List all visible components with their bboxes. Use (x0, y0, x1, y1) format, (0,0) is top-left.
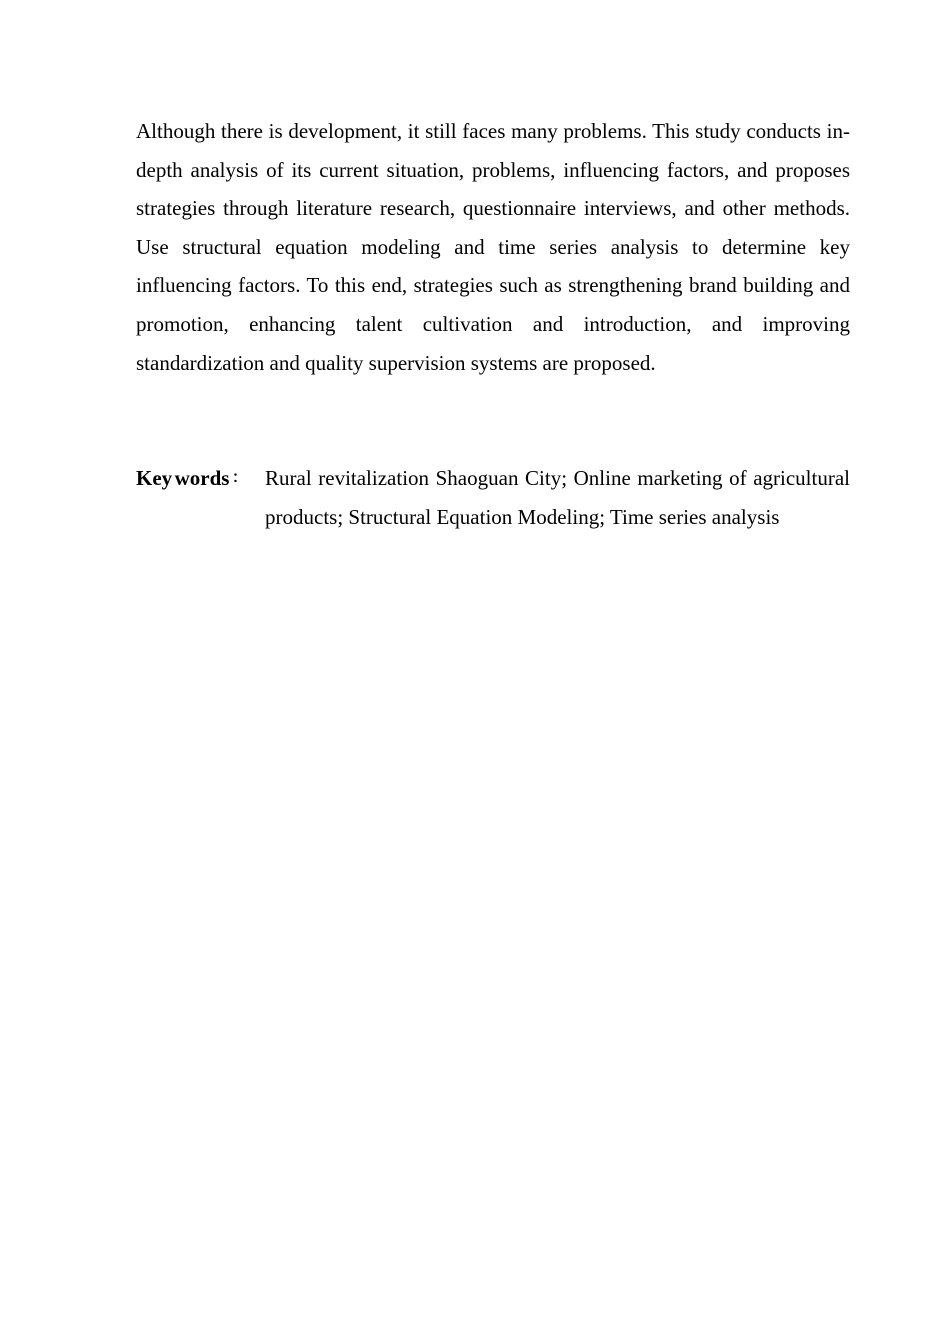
keywords-text: Rural revitalization Shaoguan City; Online marketing of agricultural products; Structural Equation Modeling; Time series analysis (265, 466, 850, 529)
keywords-label-key: Key (136, 466, 173, 490)
keywords-label-colon: ： (231, 470, 247, 486)
abstract-paragraph: Although there is development, it still faces many problems. This study conducts in-depth analysis of its current situation, problems, influencing factors, and proposes strategies through literature research, questionnaire interviews, and other methods. Use structural equation modeling and time series analysis to determine key influencing factors. To this end, strategies such as strengthening brand building and promotion, enhancing talent cultivation and introduction, and improving standardization and quality supervision systems are proposed. (136, 119, 850, 375)
keywords-label (136, 459, 265, 536)
keywords-section (136, 459, 850, 536)
keywords-label-words: words (174, 466, 230, 490)
